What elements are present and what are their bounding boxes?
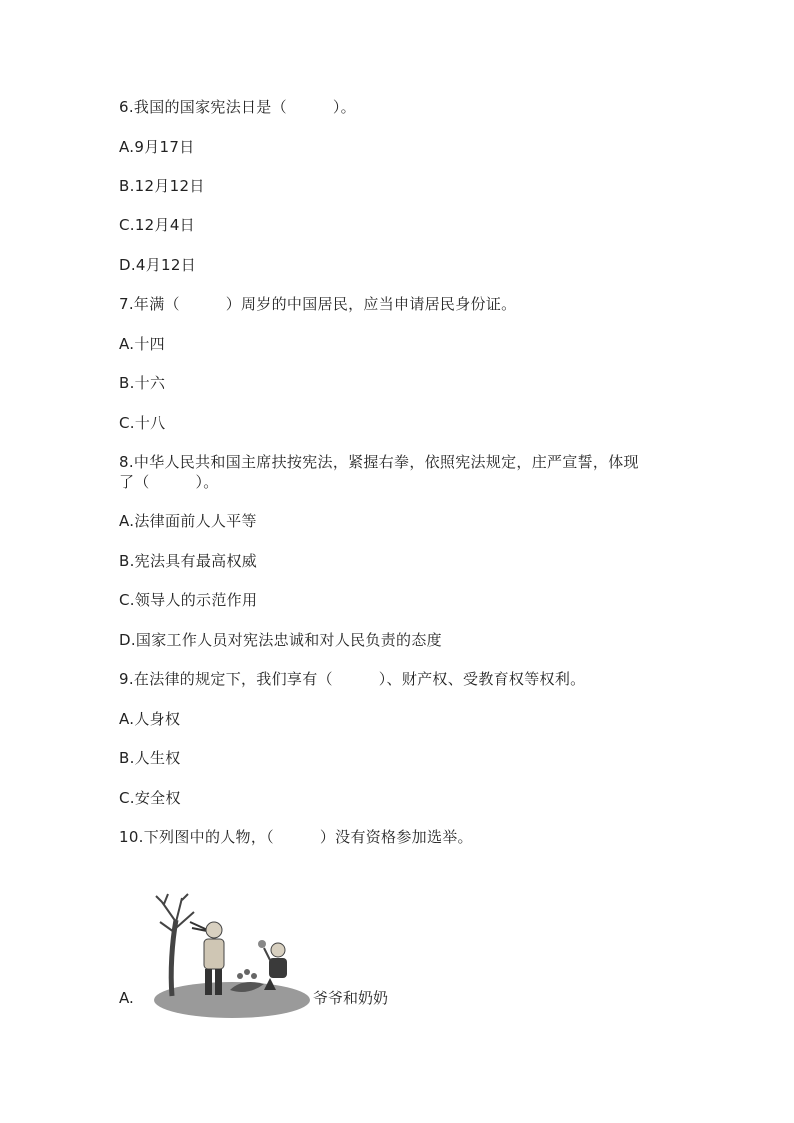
question-6-option-c: C.12月4日: [119, 216, 195, 234]
question-8-option-d: D.国家工作人员对宪法忠诚和对人民负责的态度: [119, 631, 442, 649]
grandpa-leg-right: [215, 969, 222, 995]
grandpa-body: [204, 939, 224, 969]
grandma-body: [269, 958, 287, 978]
grandpa-leg-left: [205, 969, 212, 995]
question-10-option-a-letter: A.: [119, 989, 134, 1007]
flower: [258, 940, 266, 948]
question-8-stem-line2: 了（ ）。: [119, 473, 219, 491]
grandpa-head: [206, 922, 222, 938]
question-8-option-c: C.领导人的示范作用: [119, 591, 258, 609]
question-9-option-c: C.安全权: [119, 789, 181, 807]
question-6-stem: 6.我国的国家宪法日是（ ）。: [119, 98, 356, 116]
ground-shadow: [154, 982, 310, 1018]
question-7-option-c: C.十八: [119, 414, 166, 432]
question-7-option-b: B.十六: [119, 374, 166, 392]
question-7-option-a: A.十四: [119, 335, 165, 353]
question-6-option-d: D.4月12日: [119, 256, 197, 274]
question-8-option-b: B.宪法具有最高权威: [119, 552, 258, 570]
question-8-stem-line1: 8.中华人民共和国主席扶按宪法，紧握右拳，依照宪法规定，庄严宣誓，体现: [119, 453, 639, 471]
question-9-option-a: A.人身权: [119, 710, 181, 728]
question-9-stem: 9.在法律的规定下，我们享有（ ）、财产权、受教育权等权利。: [119, 670, 586, 688]
question-10-stem: 10.下列图中的人物，（ ）没有资格参加选举。: [119, 828, 473, 846]
grandma-head: [271, 943, 285, 957]
question-10-option-a-caption: 爷爷和奶奶: [313, 989, 389, 1007]
question-9-option-b: B.人生权: [119, 749, 181, 767]
grandparents-illustration: [152, 892, 312, 1022]
question-8-option-a: A.法律面前人人平等: [119, 512, 257, 530]
question-7-stem: 7.年满（ ）周岁的中国居民，应当申请居民身份证。: [119, 295, 517, 313]
question-6-option-b: B.12月12日: [119, 177, 205, 195]
question-6-option-a: A.9月17日: [119, 138, 195, 156]
